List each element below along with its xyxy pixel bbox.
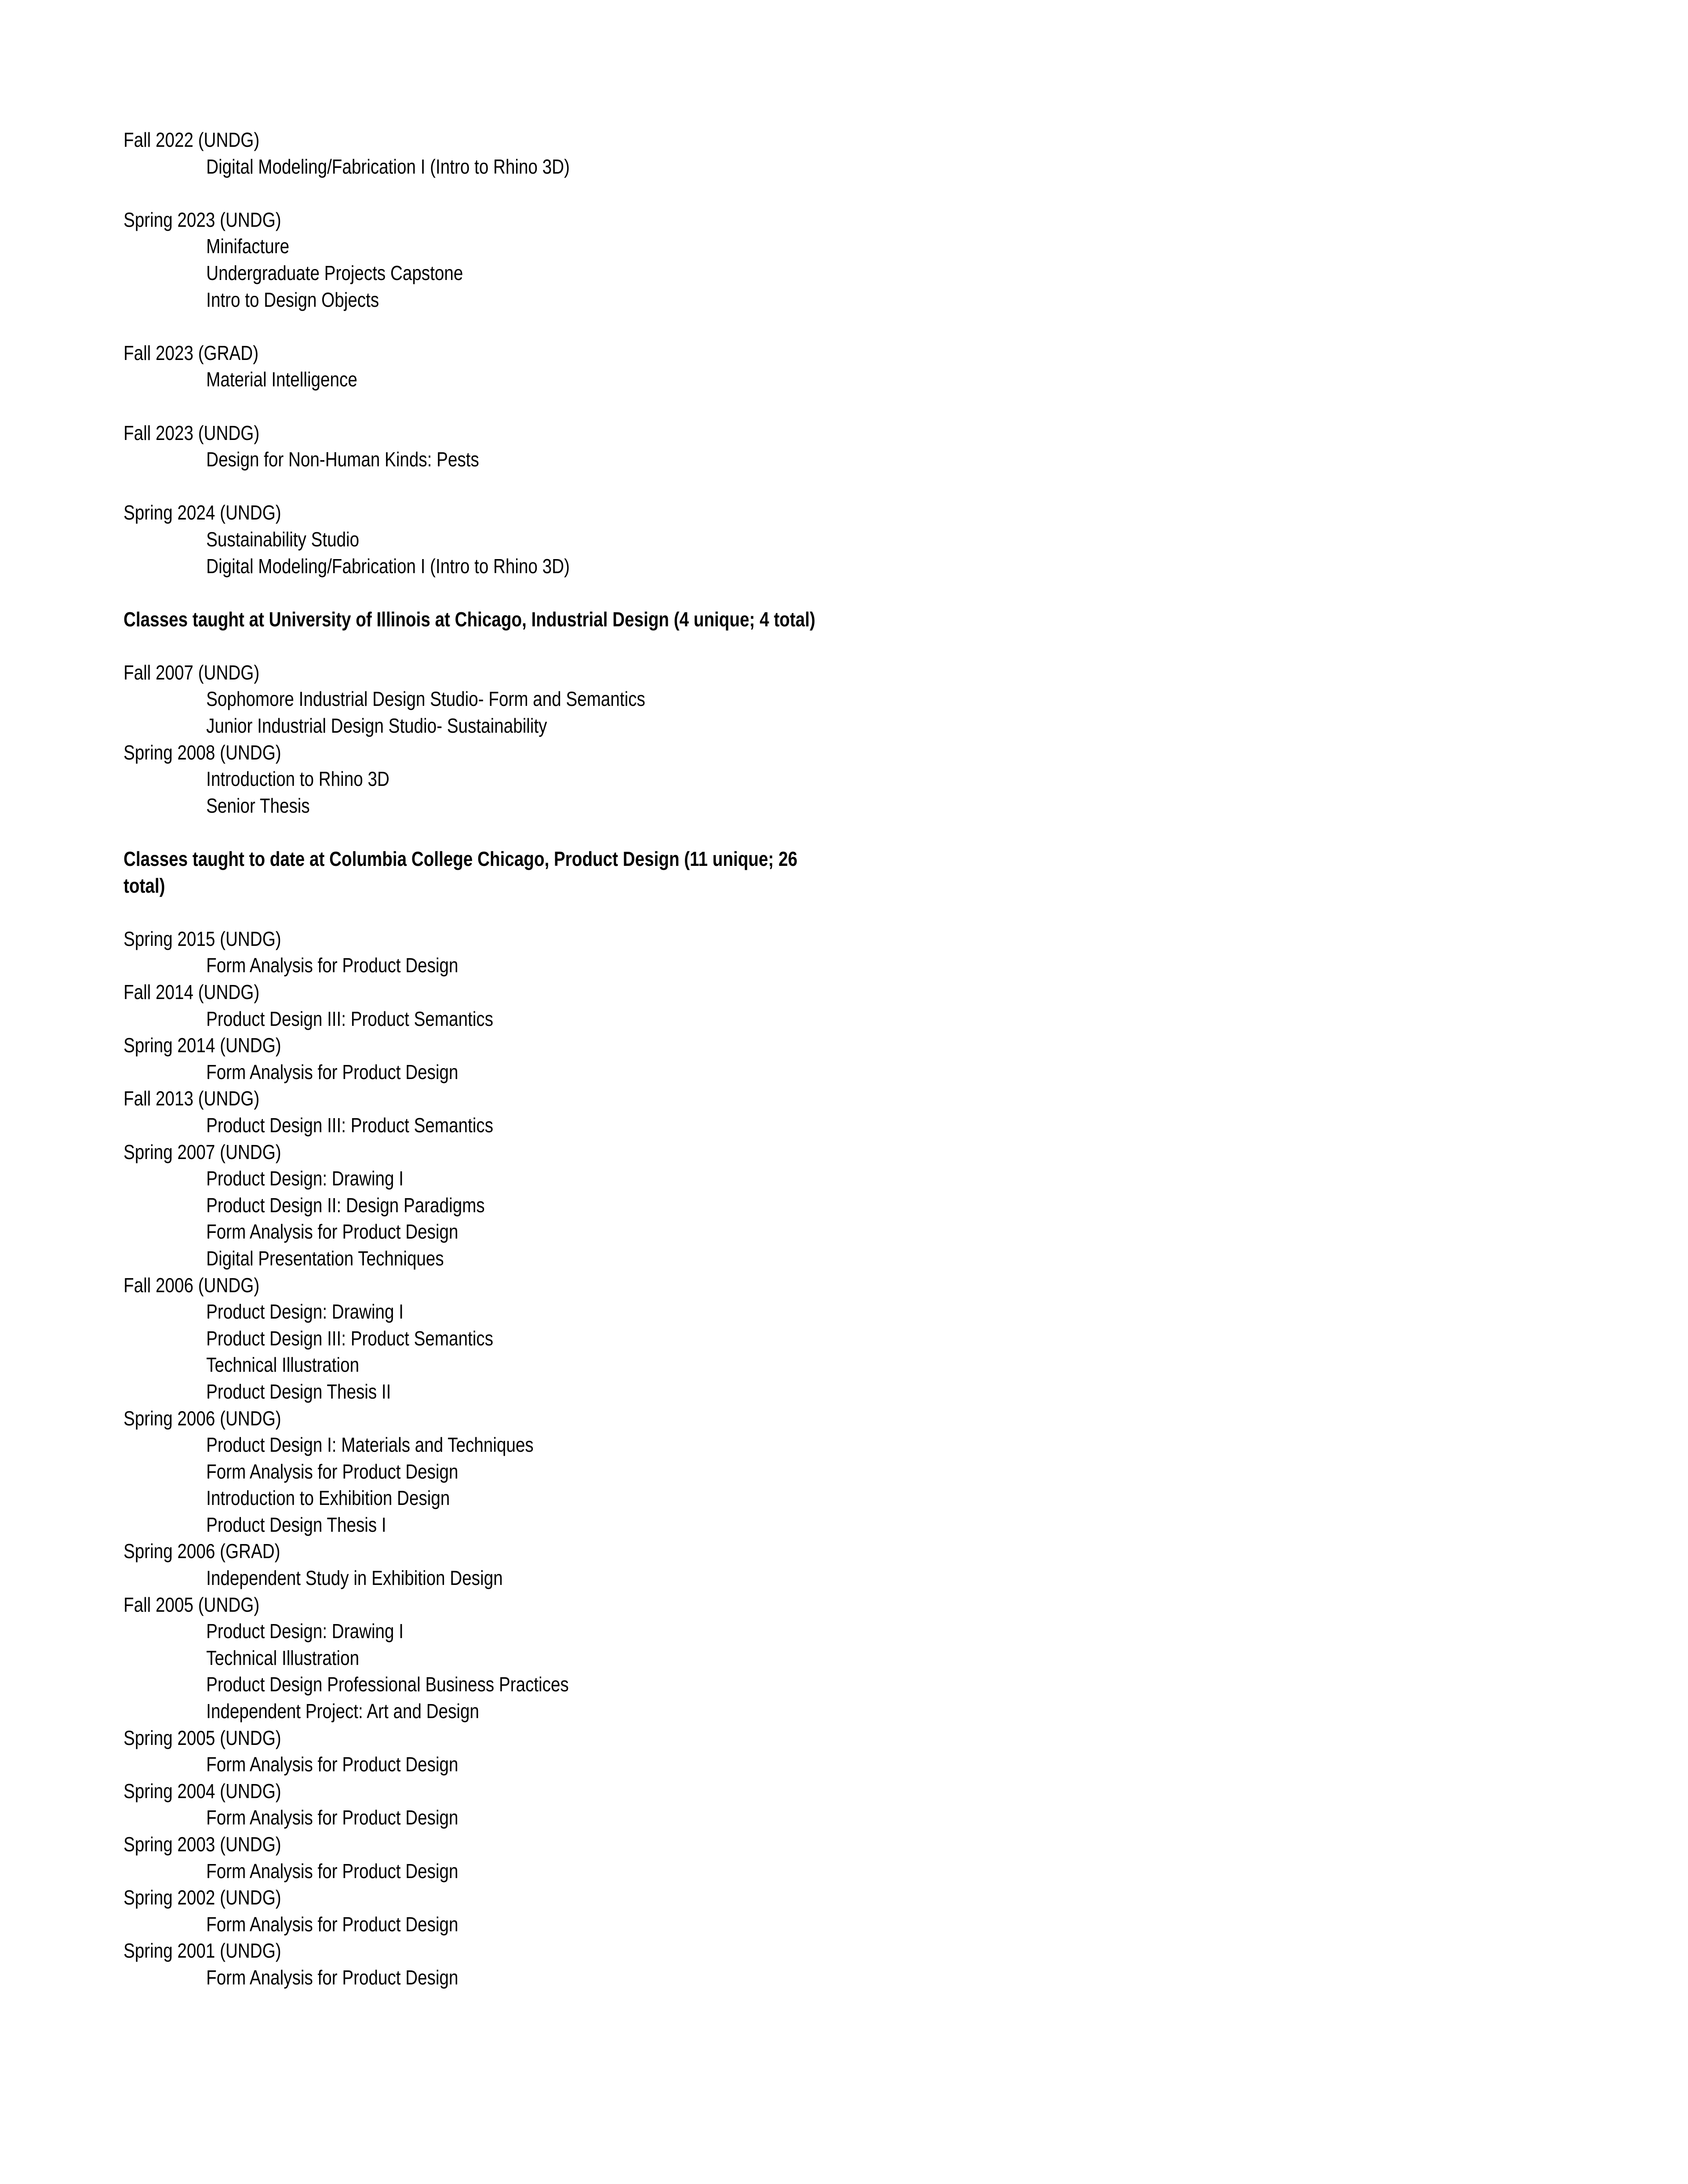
spacer [124, 579, 871, 606]
term-block [124, 1884, 871, 1937]
term-label: Fall 2006 (UNDG) [124, 1273, 260, 1297]
course-item: Minifacture [206, 235, 290, 258]
course-item: Form Analysis for Product Design [206, 1806, 458, 1829]
course-item: Product Design: Drawing I [206, 1300, 404, 1323]
course-item: Intro to Design Objects [206, 288, 379, 311]
term-label: Fall 2005 (UNDG) [124, 1593, 260, 1616]
course-item: Material Intelligence [206, 368, 357, 391]
term-block [124, 1032, 871, 1085]
course-item: Form Analysis for Product Design [206, 1912, 458, 1936]
course-item: Form Analysis for Product Design [206, 1220, 458, 1243]
section-heading-uic: Classes taught at University of Illinois at Chicago, Industrial Design (4 unique; 4 total) [124, 607, 815, 631]
term-label: Fall 2013 (UNDG) [124, 1087, 260, 1110]
course-item: Sustainability Studio [206, 527, 360, 551]
course-item: Product Design III: Product Semantics [206, 1113, 494, 1137]
term-label: Spring 2004 (UNDG) [124, 1779, 281, 1802]
term-label: Spring 2015 (UNDG) [124, 927, 281, 950]
course-item: Product Design Thesis I [206, 1513, 386, 1536]
term-label: Spring 2023 (UNDG) [124, 208, 281, 231]
course-item: Form Analysis for Product Design [206, 1966, 458, 1989]
course-item: Technical Illustration [206, 1646, 360, 1669]
term-block [124, 340, 871, 393]
term-label: Spring 2003 (UNDG) [124, 1833, 281, 1856]
course-item: Design for Non-Human Kinds: Pests [206, 448, 479, 471]
term-block [124, 659, 871, 739]
term-label: Spring 2007 (UNDG) [124, 1140, 281, 1163]
course-item: Product Design I: Materials and Techniques [206, 1433, 534, 1457]
spacer [124, 632, 871, 659]
course-item: Product Design: Drawing I [206, 1167, 404, 1190]
term-label: Spring 2005 (UNDG) [124, 1726, 281, 1749]
course-item: Product Design Professional Business Practices [206, 1673, 569, 1696]
term-block [124, 1778, 871, 1831]
term-label: Spring 2014 (UNDG) [124, 1034, 281, 1057]
term-block [124, 1937, 871, 1991]
term-block [124, 420, 871, 473]
term-block [124, 1139, 871, 1272]
course-item: Introduction to Rhino 3D [206, 767, 389, 791]
course-item: Product Design: Drawing I [206, 1620, 404, 1643]
course-item: Independent Study in Exhibition Design [206, 1566, 503, 1590]
course-item: Form Analysis for Product Design [206, 1753, 458, 1776]
spacer [124, 473, 871, 500]
term-block [124, 926, 871, 979]
term-label: Spring 2001 (UNDG) [124, 1939, 281, 1962]
course-item: Product Design III: Product Semantics [206, 1007, 494, 1030]
term-block [124, 1538, 871, 1591]
term-block [124, 739, 871, 819]
term-label: Fall 2022 (UNDG) [124, 128, 260, 151]
term-block [124, 1725, 871, 1778]
term-label: Spring 2008 (UNDG) [124, 741, 281, 764]
course-item: Digital Presentation Techniques [206, 1246, 444, 1270]
course-item: Introduction to Exhibition Design [206, 1486, 450, 1510]
section-heading-columbia: Classes taught to date at Columbia College Chicago, Product Design (11 unique; 26 total) [124, 847, 797, 897]
course-item: Independent Project: Art and Design [206, 1700, 479, 1723]
term-label: Fall 2023 (GRAD) [124, 341, 259, 364]
spacer [124, 180, 871, 207]
spacer [124, 819, 871, 846]
teaching-history [124, 127, 871, 1991]
term-block [124, 979, 871, 1032]
course-item: Form Analysis for Product Design [206, 954, 458, 977]
course-item: Junior Industrial Design Studio- Sustainability [206, 714, 547, 738]
course-item: Form Analysis for Product Design [206, 1859, 458, 1882]
course-item: Technical Illustration [206, 1353, 360, 1377]
course-item: Form Analysis for Product Design [206, 1460, 458, 1483]
spacer [124, 393, 871, 420]
course-item: Product Design Thesis II [206, 1380, 391, 1403]
term-label: Fall 2007 (UNDG) [124, 661, 260, 684]
term-block [124, 1085, 871, 1138]
term-block [124, 1831, 871, 1884]
term-label: Spring 2006 (GRAD) [124, 1540, 280, 1563]
term-block [124, 1592, 871, 1725]
term-block [124, 127, 871, 180]
course-item: Undergraduate Projects Capstone [206, 261, 463, 284]
term-label: Spring 2002 (UNDG) [124, 1886, 281, 1909]
term-block [124, 1405, 871, 1538]
term-label: Fall 2023 (UNDG) [124, 421, 260, 444]
course-item: Sophomore Industrial Design Studio- Form and Semantics [206, 687, 645, 711]
course-item: Product Design III: Product Semantics [206, 1326, 494, 1350]
course-item: Form Analysis for Product Design [206, 1060, 458, 1083]
course-item: Senior Thesis [206, 794, 310, 817]
spacer [124, 899, 871, 926]
spacer [124, 313, 871, 340]
term-block [124, 207, 871, 313]
term-label: Fall 2014 (UNDG) [124, 981, 260, 1003]
term-label: Spring 2006 (UNDG) [124, 1406, 281, 1430]
course-item: Product Design II: Design Paradigms [206, 1193, 485, 1217]
term-label: Spring 2024 (UNDG) [124, 501, 281, 524]
course-item: Digital Modeling/Fabrication I (Intro to Rhino 3D) [206, 554, 570, 578]
course-item: Digital Modeling/Fabrication I (Intro to Rhino 3D) [206, 155, 570, 178]
term-block [124, 1272, 871, 1405]
term-block [124, 499, 871, 579]
